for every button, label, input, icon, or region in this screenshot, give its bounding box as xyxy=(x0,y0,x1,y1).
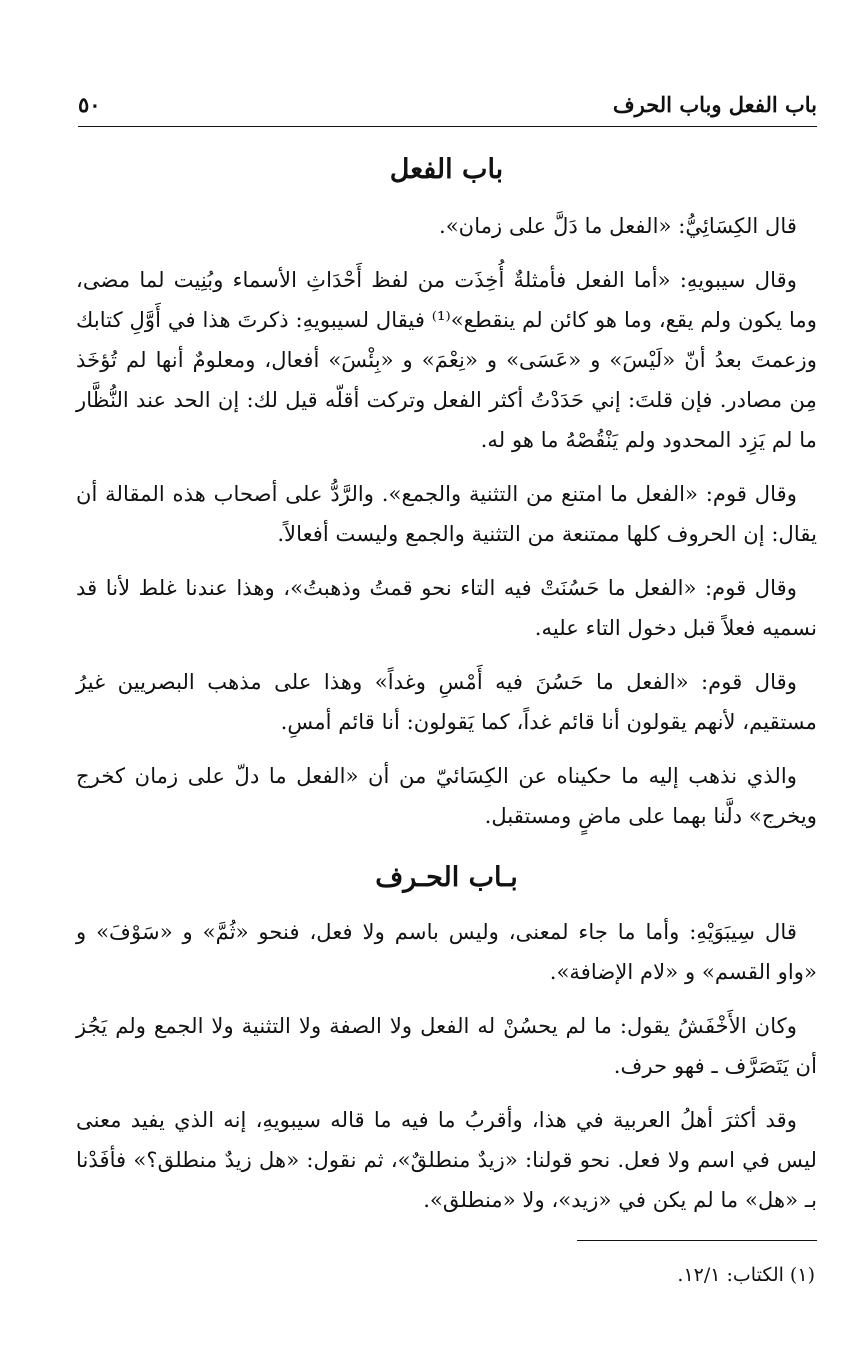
page-number: ٥٠ xyxy=(78,92,101,117)
paragraph: وقد أكثرَ أهلُ العربية في هذا، وأقربُ ما فيه ما قاله سيبويهِ، إنه الذي يفيد معنى ليس في اسم ولا فعل. نحو قولنا: «زيدٌ منطلقٌ»، ثم نقول: «هل زيدٌ منطلق؟» فأفَدْنا بـ «هل» ما لم يكن في «زيد»، ولا «منطلق». xyxy=(76,1107,817,1212)
footnote-rule xyxy=(577,1240,817,1241)
paragraph: قال سِيبَوَيْهِ: وأما ما جاء لمعنى، وليس باسم ولا فعل، فنحو «ثُمَّ» و «سَوْفَ» و «واو القسم» و «لام الإضافة». xyxy=(76,919,817,984)
paragraph: والذي نذهب إليه ما حكيناه عن الكِسَائيّ من أن «الفعل ما دلّ على زمان كخرج ويخرج» دلَّنا بهما على ماضٍ ومستقبل. xyxy=(76,763,817,828)
paragraph: وقال سيبويهِ: «أما الفعل فأمثلةٌ أُخِذَت من لفظ أَحْدَاثِ الأسماء وبُنِيت لما مضى، وما يكون ولم يقع، وما هو كائن لم ينقطع»⁽¹⁾ فيقال لسيبويهِ: ذكرتَ هذا في أَوَّلِ كتابك وزعمتَ بعدُ أنّ «لَيْسَ» و «عَسَى» و «نِعْمَ» و «بِئْسَ» أفعال، ومعلومٌ أنها لم تُؤخَذ مِن مصادر. فإن قلتَ: إني حَدَدْتُ أكثر الفعل وتركت أقلّه قيل لك: إن الحد عند النُّظَّار ما لم يَزِد المحدود ولم يَنْقُصْهُ ما هو له. xyxy=(76,267,817,452)
footnote: (١) الكتاب: ١٢/١. xyxy=(677,1264,815,1286)
paragraph: وقال قوم: «الفعل ما حَسُنَ فيه أَمْسِ وغداً» وهذا على مذهب البصريين غيرُ مستقيم، لأنهم يقولون أنا قائم غداً، كما يَقولون: أنا قائم أمسِ. xyxy=(76,669,817,734)
chapter-title: باب الفعل وباب الحرف xyxy=(612,92,817,117)
running-header xyxy=(78,92,817,126)
page-body xyxy=(76,150,817,1234)
section-heading-verb: باب الفعل xyxy=(389,154,504,185)
paragraph: وقال قوم: «الفعل ما حَسُنَتْ فيه التاء نحو قمتُ وذهبتُ»، وهذا عندنا غلط لأنا قد نسميه فعلاً قبل دخول التاء عليه. xyxy=(76,575,817,640)
header-rule xyxy=(78,126,817,127)
paragraph: وكان الأَخْفَشُ يقول: ما لم يحسُنْ له الفعل ولا الصفة ولا التثنية ولا الجمع ولم يَجُز أن يَتَصَرَّف ـ فهو حرف. xyxy=(76,1013,817,1078)
paragraph: وقال قوم: «الفعل ما امتنع من التثنية والجمع». والرَّدُّ على أصحاب هذه المقالة أن يقال: إن الحروف كلها ممتنعة من التثنية والجمع وليست أفعالاً. xyxy=(76,481,817,546)
paragraph: قال الكِسَائِيُّ: «الفعل ما دَلَّ على زمان». xyxy=(438,213,797,238)
section-heading-particle: بـاب الحـرف xyxy=(375,862,518,893)
